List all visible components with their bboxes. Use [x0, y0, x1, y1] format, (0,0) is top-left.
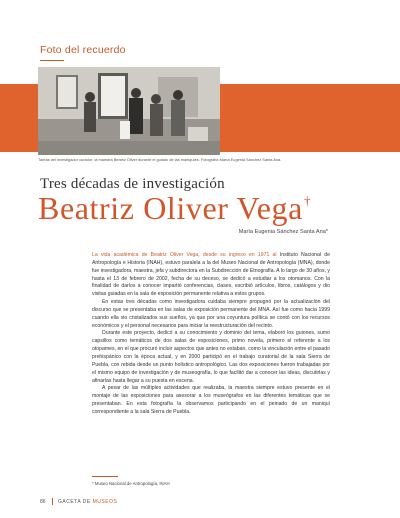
- page-number: 86: [40, 499, 46, 505]
- publication-name-a: GACETA DE: [58, 499, 93, 505]
- footnote-rule: [92, 476, 118, 477]
- section-rule: [40, 60, 64, 61]
- article-title: [38, 190, 311, 227]
- footnote: * Museo Nacional de Antropología, INAH: [92, 481, 170, 486]
- section-label: Foto del recuerdo: [40, 44, 126, 56]
- article-body: [92, 252, 330, 417]
- body-paragraph-text: Instituto Nacional de Antropología e Historia (INAH), estuvo paralela a la del Museo Nacional de Antropología (MNA), donde fue investigadora, maestra, jefa y subdirectora en la Subdirección de Etnografía. A lo largo de 30 años, y hasta el 13 de febrero de 2002, fecha de su deceso, se dedicó a estudiar a los otomanos. Con la finalidad de darlos a conocer impartió conferencias, clases, escribió artículos, libros, catálogos y dio visitas guiadas en la sala de exposición permanente relativa a estos grupos.: [92, 252, 330, 298]
- footer-separator: [52, 498, 53, 505]
- lead-in: La vida académica de Beatriz Oliver Vega, desde su ingreso en 1971 al: [92, 252, 277, 258]
- photo-caption: Tareas del investigador curador: la maestra Beatriz Oliver durante el guiado de las maniquíes. Fotografía María Eugenia Sánchez Santa Ana.: [38, 157, 282, 162]
- photo-illustration: [38, 67, 220, 155]
- title-footnote-mark: †: [303, 193, 312, 208]
- article-subtitle: Tres décadas de investigación: [40, 176, 225, 192]
- article-author: María Eugenia Sánchez Santa Ana*: [238, 229, 328, 235]
- publication-name: [58, 499, 117, 505]
- body-paragraph: En estas tres décadas como investigadora cuidaba siempre propugnó por la actualización del discurso que se presentaba en las salas de exposición permanente del MNA. Así fue como hacia 1999 cuando ella vio cristalizados sus sueños, ya que por una coyuntura política se contó con los recursos económicos y el personal necesarios para iniciar la reestructuración del recinto.: [92, 299, 330, 329]
- archival-photo: [38, 67, 220, 155]
- article-title-text: Beatriz Oliver Vega: [38, 190, 303, 226]
- body-paragraph: A pesar de las múltiples actividades que realizaba, la maestra siempre estuvo presente en el montaje de las exposiciones para asesorar a los museógrafos en las diferentes temáticas que se presentaban. En esta fotografía la observamos participando en el peinado de un maniquí correspondiente a la sala Sierra de Puebla.: [92, 385, 330, 415]
- body-paragraph: Durante este proyecto, dedicó a su conocimiento y dominio del tema, elaboró los guiones, sumo capsillos como temáticos de dos salas de exposiciones, primo novela, primero el referente a los otopames, en el que procuró incluir aspectos que antes no estaban, como la vinculación entre el pasado prehispánico con la época actual, y en 2000 participó en el trabajo curatorial de la sala Sierra de Puebla, con rebida desde un punto holístico antropológico. Las dos exposiciones fueron trabajadas por el mismo equipo de investigación y de museografía, lo que facilitó dar a conocer las ideas, discutirlas y afinarlas hasta llegar a su puesta en escena.: [92, 330, 330, 384]
- body-paragraph: [92, 252, 330, 299]
- publication-name-b: MUSEOS: [92, 499, 118, 505]
